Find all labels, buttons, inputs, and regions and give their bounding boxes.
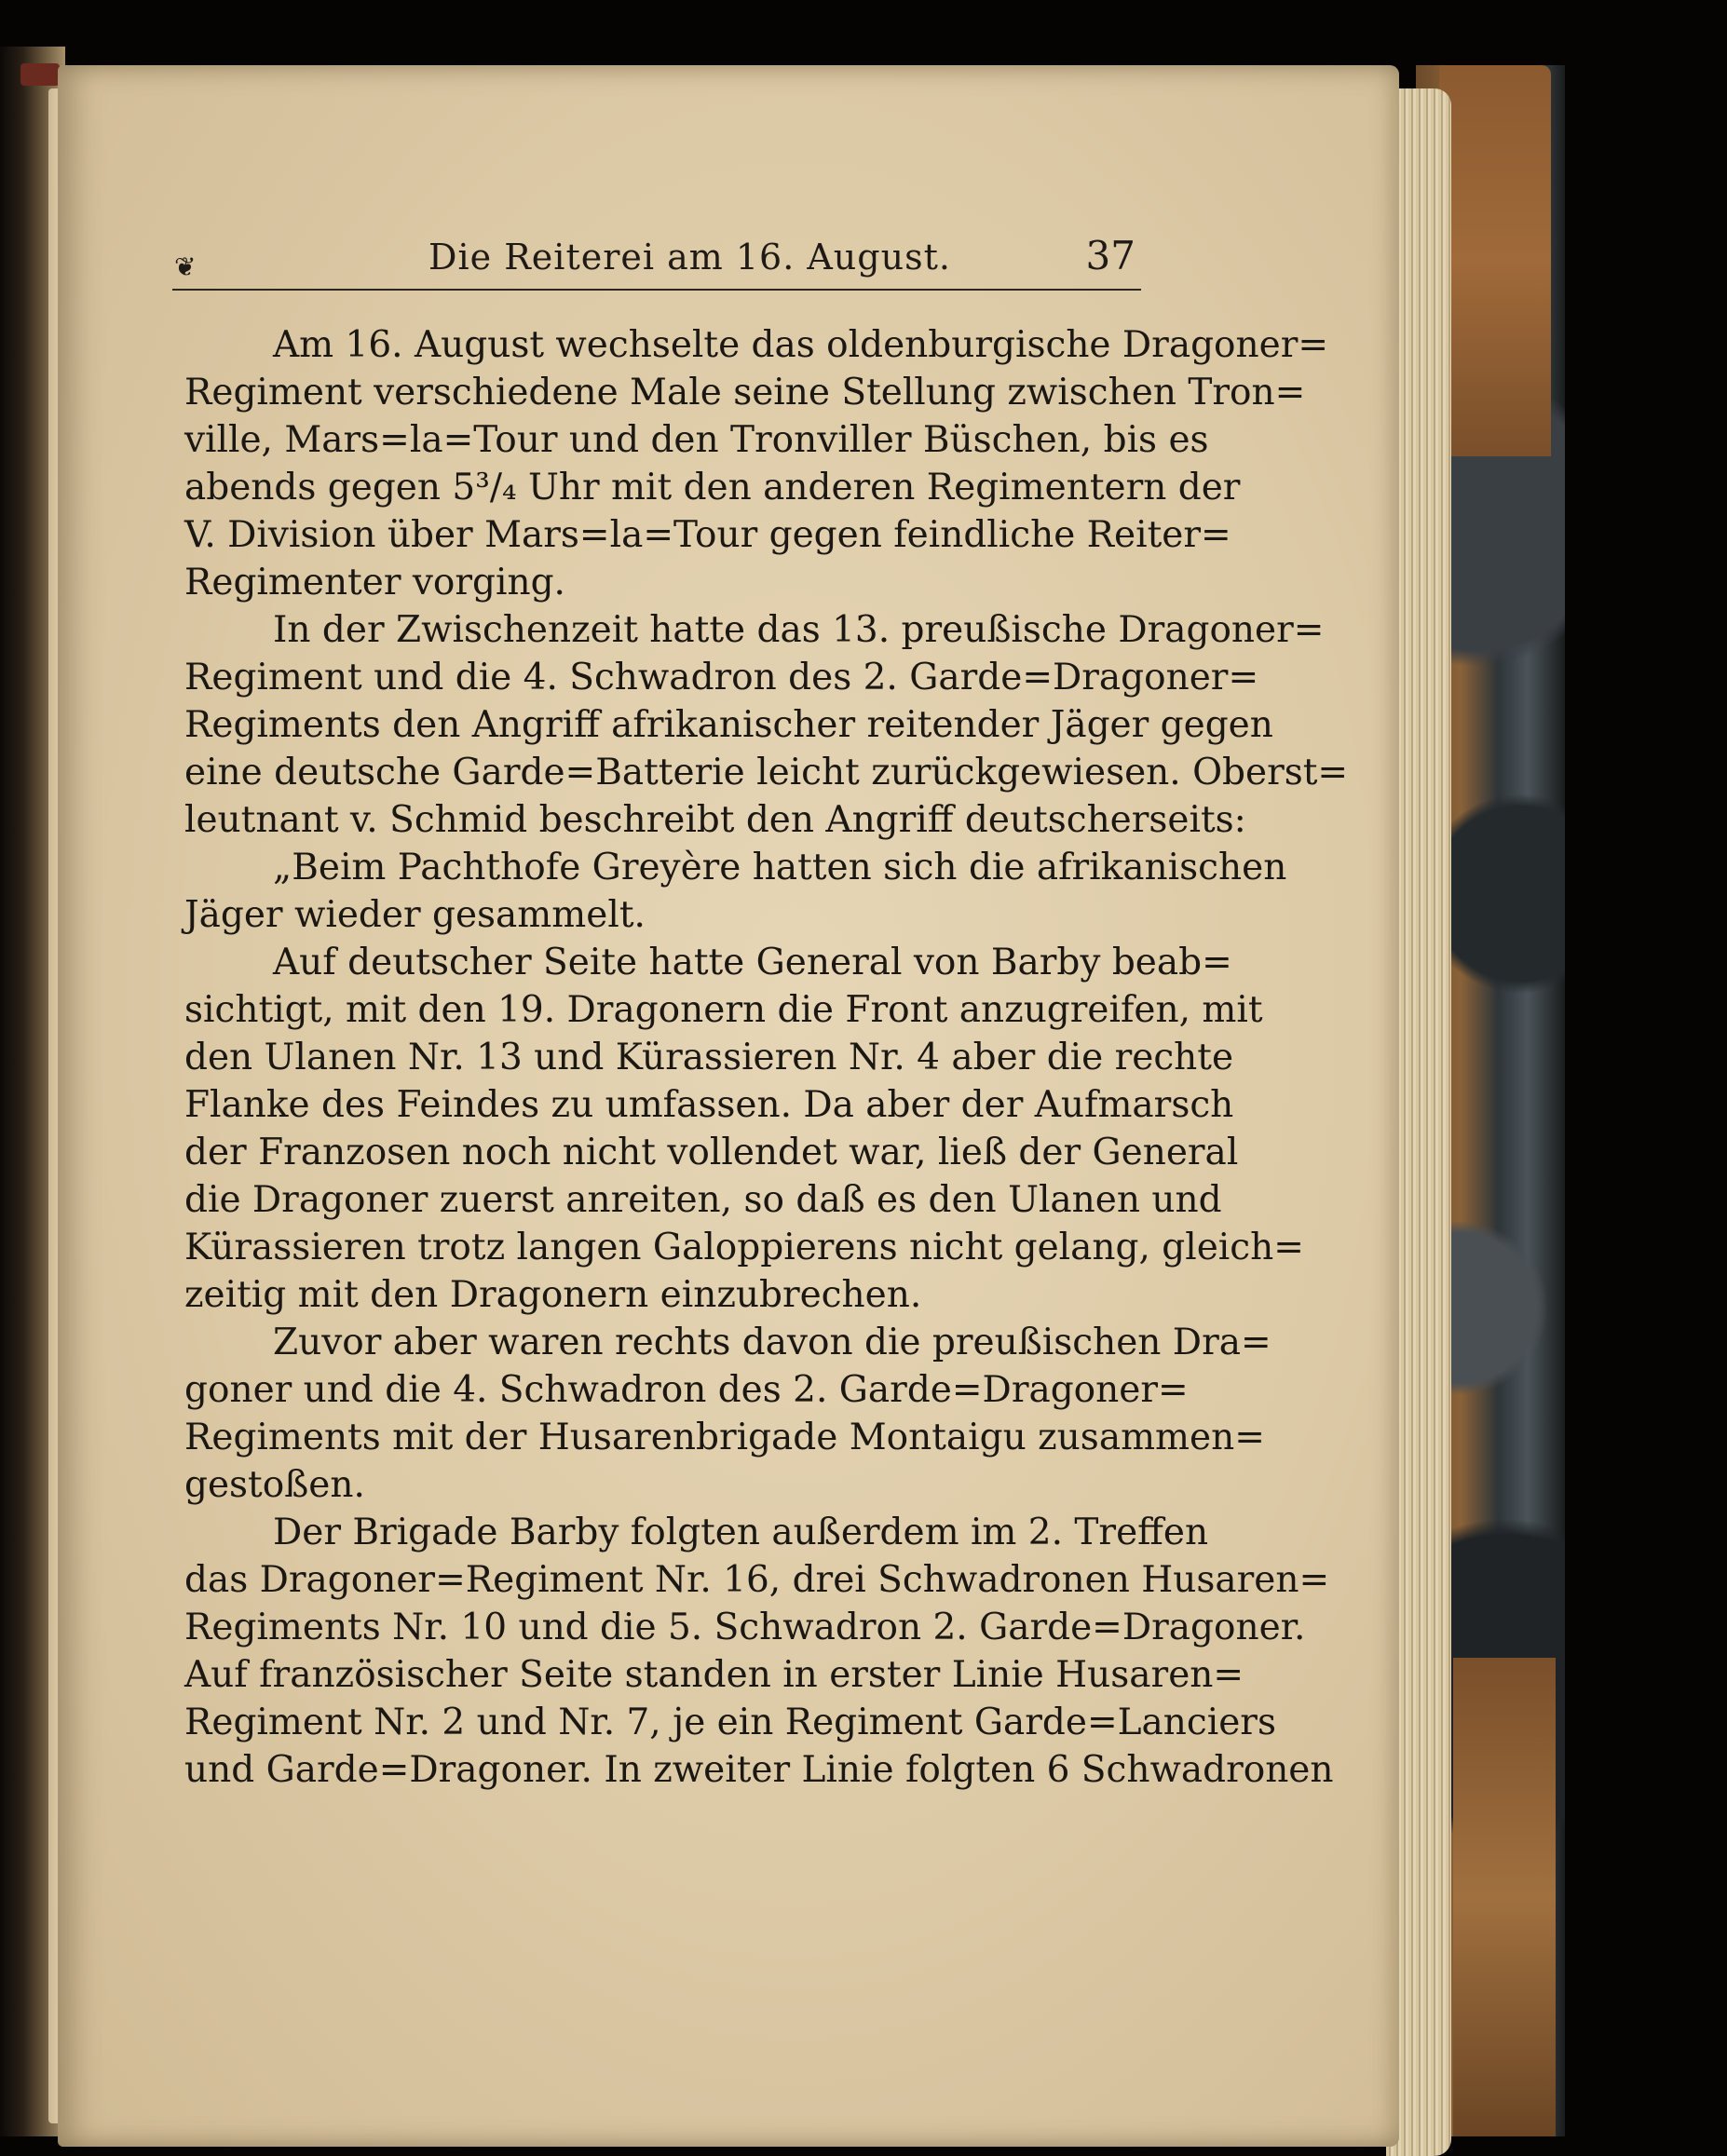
text-line: Regimenter vorging. bbox=[184, 562, 565, 603]
text-line: den Ulanen Nr. 13 und Kürassieren Nr. 4 aber die rechte bbox=[184, 1037, 1234, 1078]
text-line: Regiment Nr. 2 und Nr. 7, je ein Regiment Garde=Lanciers bbox=[184, 1702, 1276, 1743]
text-line: sichtigt, mit den 19. Dragonern die Front anzugreifen, mit bbox=[184, 989, 1263, 1031]
running-header bbox=[172, 224, 1141, 291]
text-line: der Franzosen noch nicht vollendet war, ließ der General bbox=[184, 1132, 1239, 1173]
body-text bbox=[184, 321, 1349, 1794]
text-line: In der Zwischenzeit hatte das 13. preußische Dragoner= bbox=[273, 609, 1325, 651]
text-line: Regiment und die 4. Schwadron des 2. Garde=Dragoner= bbox=[184, 657, 1259, 698]
text-line: V. Division über Mars=la=Tour gegen feindliche Reiter= bbox=[184, 514, 1231, 556]
text-line: Regiments den Angriff afrikanischer reitender Jäger gegen bbox=[184, 704, 1273, 746]
header-title: Die Reiterei am 16. August. bbox=[428, 237, 951, 278]
ornament-icon: ❦ bbox=[174, 251, 197, 282]
leather-corner-top bbox=[1439, 65, 1551, 456]
text-line: Jäger wieder gesammelt. bbox=[184, 894, 646, 936]
text-line: Kürassieren trotz langen Galoppierens nicht gelang, gleich= bbox=[184, 1227, 1304, 1268]
text-line: gestoßen. bbox=[184, 1464, 365, 1506]
page-number: 37 bbox=[1085, 233, 1135, 278]
text-line: abends gegen 5³/₄ Uhr mit den anderen Regimentern der bbox=[184, 467, 1241, 508]
text-line: Am 16. August wechselte das oldenburgische Dragoner= bbox=[273, 324, 1329, 366]
text-line: Auf deutscher Seite hatte General von Barby beab= bbox=[273, 942, 1232, 983]
text-line: Regiments mit der Husarenbrigade Montaigu zusammen= bbox=[184, 1417, 1265, 1458]
text-line: eine deutsche Garde=Batterie leicht zurückgewiesen. Oberst= bbox=[184, 752, 1349, 793]
text-line: das Dragoner=Regiment Nr. 16, drei Schwadronen Husaren= bbox=[184, 1559, 1330, 1601]
text-line: zeitig mit den Dragonern einzubrechen. bbox=[184, 1274, 922, 1316]
text-line: Regiment verschiedene Male seine Stellung zwischen Tron= bbox=[184, 372, 1306, 414]
text-line: Auf französischer Seite standen in erster Linie Husaren= bbox=[184, 1654, 1244, 1696]
text-line: leutnant v. Schmid beschreibt den Angriff deutscherseits: bbox=[184, 799, 1246, 841]
text-line: „Beim Pachthofe Greyère hatten sich die afrikanischen bbox=[273, 847, 1287, 888]
text-line: ville, Mars=la=Tour und den Tronviller Büschen, bis es bbox=[184, 419, 1209, 461]
text-line: Flanke des Feindes zu umfassen. Da aber der Aufmarsch bbox=[184, 1084, 1234, 1126]
leather-corner-bottom bbox=[1453, 1658, 1556, 2136]
text-line: goner und die 4. Schwadron des 2. Garde=Dragoner= bbox=[184, 1369, 1189, 1411]
text-line: Der Brigade Barby folgten außerdem im 2. Treffen bbox=[273, 1512, 1209, 1553]
text-line: die Dragoner zuerst anreiten, so daß es den Ulanen und bbox=[184, 1179, 1222, 1221]
text-line: Zuvor aber waren rechts davon die preußischen Dra= bbox=[273, 1322, 1271, 1363]
text-line: Regiments Nr. 10 und die 5. Schwadron 2. Garde=Dragoner. bbox=[184, 1607, 1306, 1648]
ribbon-marker bbox=[20, 63, 60, 86]
text-line: und Garde=Dragoner. In zweiter Linie folgten 6 Schwadronen bbox=[184, 1749, 1334, 1791]
